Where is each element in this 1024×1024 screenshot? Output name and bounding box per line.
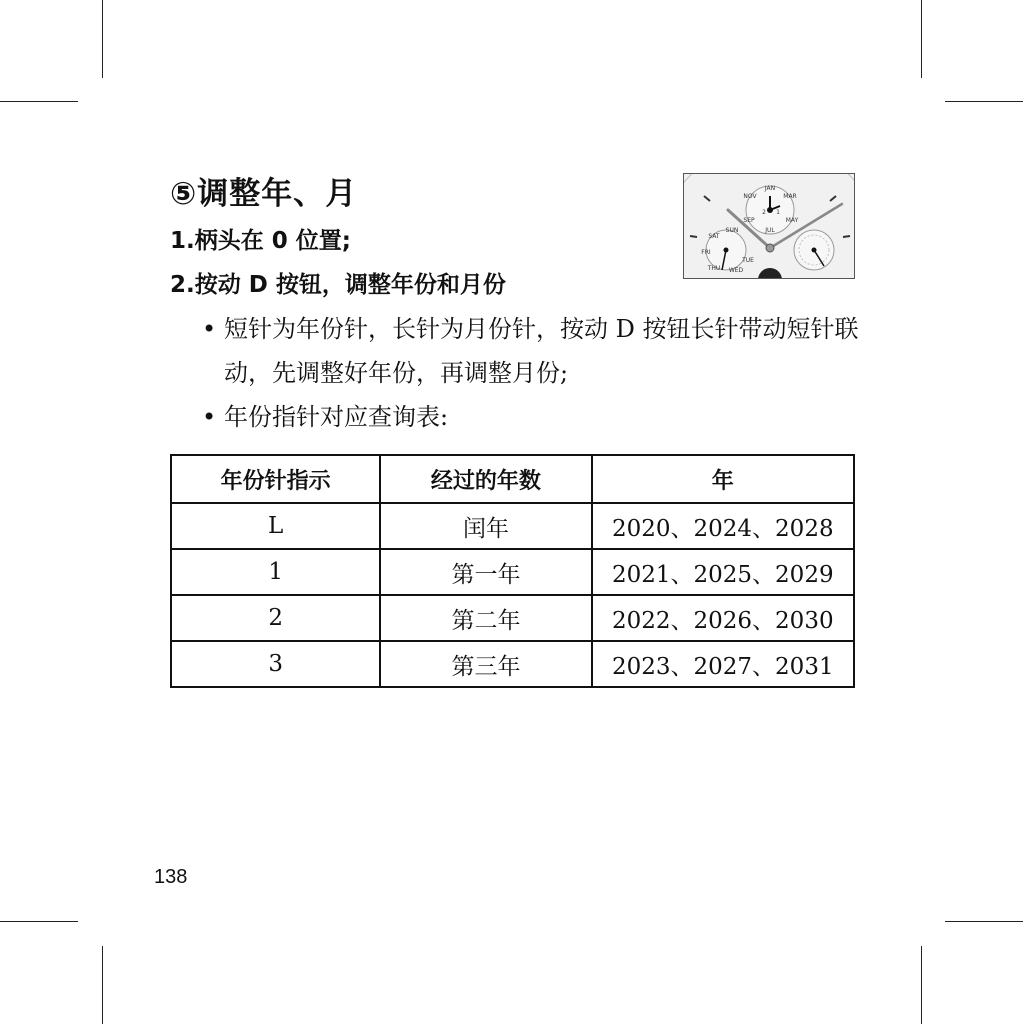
- day-label: SUN: [725, 227, 739, 234]
- table-header-cell: 年份针指示: [171, 455, 380, 503]
- table-header-row: [171, 455, 854, 503]
- step-1: 1.柄头在 0 位置;: [170, 228, 351, 254]
- month-label: MAY: [785, 217, 799, 224]
- table-row: [171, 595, 854, 641]
- bullet-item: [202, 395, 862, 439]
- bullet-text: 短针为年份针，长针为月份针，按动 D 按钮长针带动短针联动，先调整好年份，再调整月份;: [224, 315, 859, 387]
- bullet-dot: •: [202, 315, 217, 343]
- bullet-item: [202, 307, 862, 395]
- table-cell: 3: [171, 641, 380, 687]
- table-row: [171, 641, 854, 687]
- year-label: 1: [776, 209, 780, 216]
- month-label: SEP: [743, 217, 755, 224]
- table-header-cell: 年: [592, 455, 854, 503]
- day-label: FRI: [701, 249, 711, 256]
- table-row: [171, 549, 854, 595]
- table-cell: 第一年: [380, 549, 591, 595]
- day-label: THU: [707, 265, 721, 272]
- crop-mark: [921, 0, 922, 78]
- month-label: NOV: [743, 193, 757, 200]
- table-cell: 2: [171, 595, 380, 641]
- table-cell: 2021、2025、2029: [592, 549, 854, 595]
- crop-mark: [921, 946, 922, 1024]
- table-cell: 第二年: [380, 595, 591, 641]
- table-cell: 2023、2027、2031: [592, 641, 854, 687]
- table-cell: 第三年: [380, 641, 591, 687]
- crop-mark: [945, 101, 1023, 102]
- crop-mark: [945, 921, 1023, 922]
- day-label: WED: [728, 267, 744, 274]
- page-number: 138: [154, 866, 188, 888]
- day-label: SAT: [708, 233, 720, 240]
- table-cell: 2022、2026、2030: [592, 595, 854, 641]
- crop-mark: [0, 101, 78, 102]
- table-cell: 闰年: [380, 503, 591, 549]
- table-header-cell: 经过的年数: [380, 455, 591, 503]
- section-heading: ⑤调整年、月: [170, 176, 358, 212]
- table-cell: 1: [171, 549, 380, 595]
- crop-mark: [102, 946, 103, 1024]
- year-label: 2: [762, 209, 766, 216]
- month-label: JAN: [764, 185, 776, 192]
- year-lookup-table: [170, 454, 855, 688]
- table-cell: L: [171, 503, 380, 549]
- table-row: [171, 503, 854, 549]
- bullet-text: 年份指针对应查询表:: [224, 403, 449, 431]
- bullet-dot: •: [202, 403, 217, 431]
- step-2: 2.按动 D 按钮，调整年份和月份: [170, 272, 506, 298]
- month-label: JUL: [765, 227, 775, 234]
- crop-mark: [0, 921, 78, 922]
- crop-mark: [102, 0, 103, 78]
- table-cell: 2020、2024、2028: [592, 503, 854, 549]
- day-label: TUE: [742, 257, 754, 264]
- month-label: MAR: [783, 193, 797, 200]
- watch-dial-image: [683, 173, 855, 279]
